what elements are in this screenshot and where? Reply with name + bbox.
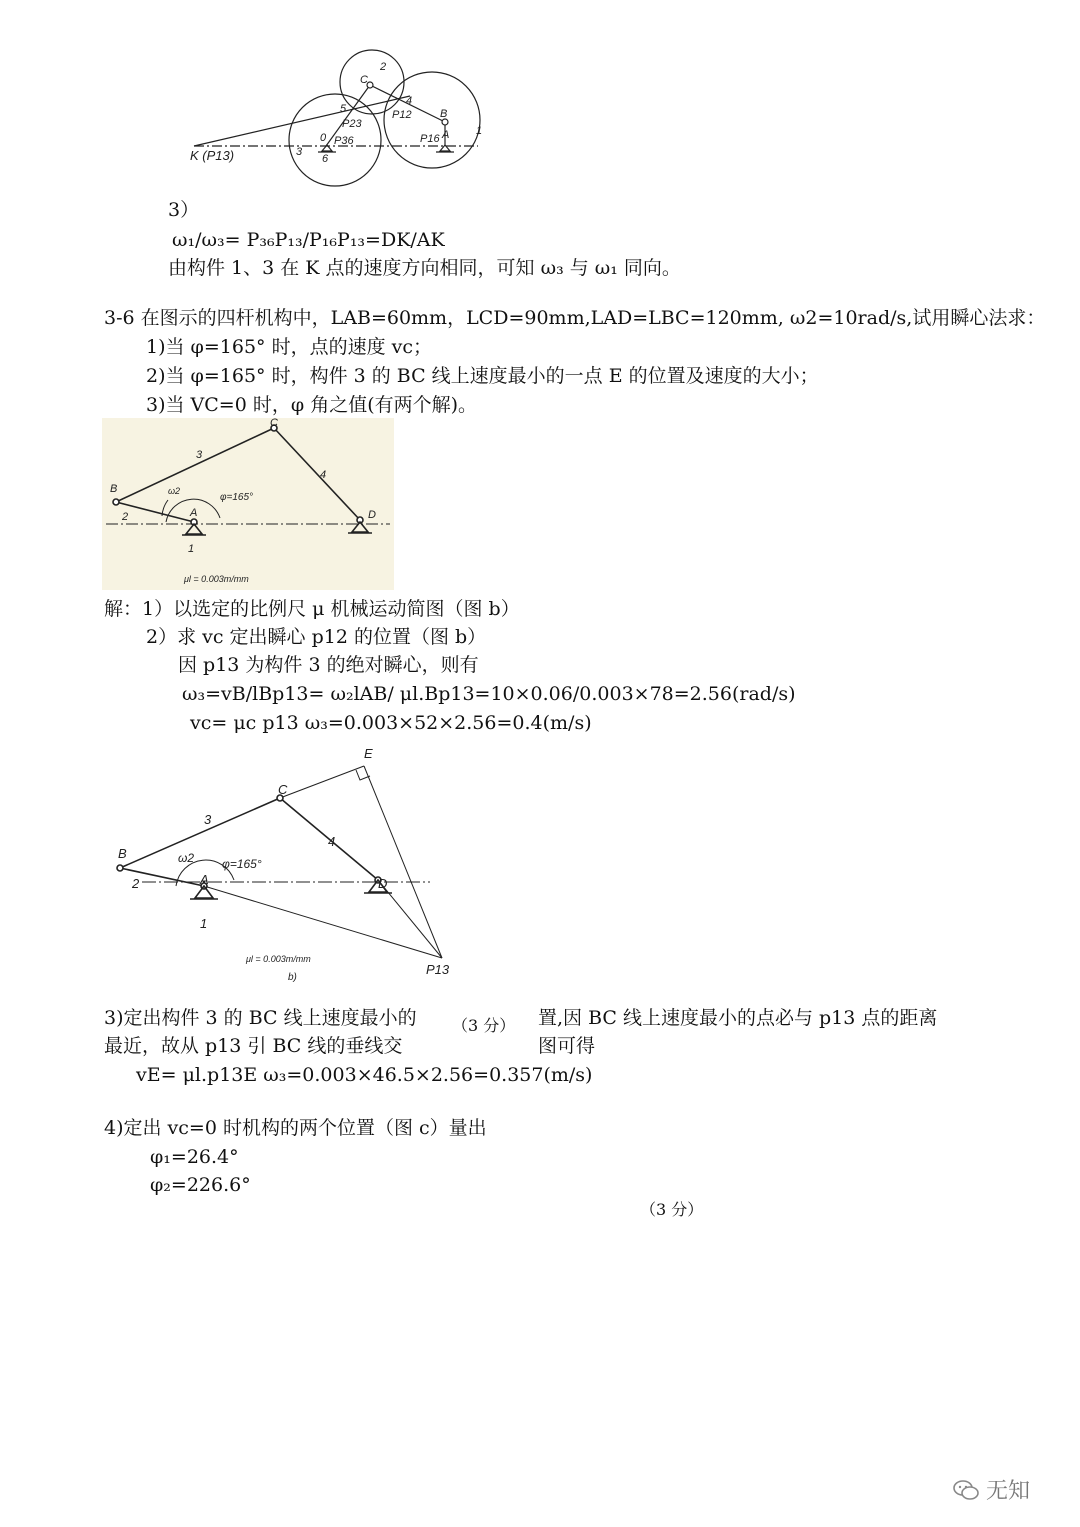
figure-b-instant-center	[112, 740, 464, 986]
question-1: 1)当 φ=165° 时，点的速度 vc；	[146, 336, 432, 358]
fig3-label-4: 4	[328, 834, 336, 849]
part3-ve: vE= μl.p13E ω₃=0.003×46.5×2.56=0.357(m/s)	[136, 1064, 593, 1086]
fig2-label-phi: φ=165°	[220, 492, 254, 503]
fig1-label-c: C	[360, 74, 368, 86]
fig1-label-p16: P16	[420, 133, 440, 145]
fig2-label-w2: ω2	[168, 486, 181, 496]
part3-score: （3 分）	[452, 1016, 516, 1035]
fig3-label-p13: P13	[426, 962, 450, 977]
section3-formula: ω₁/ω₃= P₃₆P₁₃/P₁₆P₁₃=DK/AK	[172, 229, 445, 251]
fig1-label-p12: P12	[392, 109, 412, 121]
fig3-label-e: E	[364, 746, 373, 761]
fig3-caption: b)	[288, 972, 297, 983]
solution-omega3: ω₃=vB/lBp13= ω₂lAB/ μl.Bp13=10×0.06/0.003×78=2.56(rad/s)	[182, 683, 796, 705]
fig3-label-2: 2	[132, 876, 140, 891]
fig2-label-4: 4	[320, 469, 327, 481]
fig1-label-2: 2	[380, 61, 387, 73]
section3-conclusion: 由构件 1、3 在 K 点的速度方向相同，可知 ω₃ 与 ω₁ 同向。	[168, 257, 681, 279]
fig3-label-w2: ω2	[178, 851, 195, 865]
part3-line1-right: 置,因 BC 线上速度最小的点必与 p13 点的距离	[538, 1007, 938, 1029]
part4-score: （3 分）	[640, 1200, 704, 1219]
fig2-label-b: B	[110, 483, 118, 495]
fig1-label-o: 0	[320, 132, 327, 144]
fig1-label-5: 5	[340, 103, 347, 115]
fig2-scale: μl = 0.003m/mm	[184, 574, 249, 584]
solution-step-1: 解：1）以选定的比例尺 μ 机械运动简图（图 b）	[104, 598, 520, 620]
solution-vc: vc= μc p13 ω₃=0.003×52×2.56=0.4(m/s)	[190, 712, 592, 734]
fig1-label-k: K (P13)	[190, 148, 235, 163]
fig3-scale: μl = 0.003m/mm	[246, 954, 311, 964]
figure-four-bar-linkage	[102, 418, 394, 590]
solution-step-2: 2）求 vc 定出瞬心 p12 的位置（图 b）	[146, 626, 487, 648]
fig1-label-p36: P36	[334, 135, 354, 147]
fig1-label-6: 6	[322, 153, 329, 165]
wechat-icon	[952, 1478, 980, 1502]
fig2-label-a: A	[190, 507, 198, 519]
solution-step-3: 因 p13 为构件 3 的绝对瞬心，则有	[178, 654, 479, 676]
part3-line2-right: 图可得	[538, 1035, 596, 1057]
fig2-label-2: 2	[122, 511, 129, 523]
fig1-label-3: 3	[296, 146, 303, 158]
fig2-label-1: 1	[188, 543, 195, 555]
fig3-label-d: D	[378, 876, 388, 891]
fig3-label-3: 3	[204, 812, 212, 827]
fig1-label-4: 4	[406, 95, 413, 107]
fig3-label-b: B	[118, 846, 127, 861]
fig1-label-a: A	[442, 129, 450, 141]
part3-line2-left: 最近，故从 p13 引 BC 线的垂线交	[104, 1035, 403, 1057]
fig2-label-3: 3	[196, 449, 203, 461]
fig1-label-1: 1	[476, 125, 483, 137]
fig2-label-d: D	[368, 509, 376, 521]
figure-instant-centers	[180, 48, 500, 188]
section3-heading: 3）	[168, 199, 200, 221]
fig1-label-p23: P23	[342, 118, 362, 130]
part3-line1-left: 3)定出构件 3 的 BC 线上速度最小的	[104, 1007, 417, 1029]
question-3: 3)当 VC=0 时，φ 角之值(有两个解)。	[146, 394, 478, 416]
fig3-label-1: 1	[200, 916, 208, 931]
problem-statement: 3-6 在图示的四杆机构中，LAB=60mm，LCD=90mm,LAD=LBC=120mm, ω2=10rad/s,试用瞬心法求：	[104, 307, 1046, 329]
part4-phi2: φ₂=226.6°	[150, 1174, 251, 1196]
part4-phi1: φ₁=26.4°	[150, 1146, 239, 1168]
watermark-text: 无知	[986, 1479, 1031, 1504]
question-2: 2)当 φ=165° 时，构件 3 的 BC 线上速度最小的一点 E 的位置及速度的大小；	[146, 365, 819, 387]
fig2-label-c: C	[270, 418, 278, 429]
fig3-label-a: A	[200, 872, 209, 887]
fig3-label-c: C	[278, 782, 288, 797]
fig3-label-phi: φ=165°	[222, 857, 262, 871]
part4-heading: 4)定出 vc=0 时机构的两个位置（图 c）量出	[104, 1117, 487, 1139]
watermark	[952, 1474, 1030, 1505]
fig1-label-b: B	[440, 108, 448, 120]
